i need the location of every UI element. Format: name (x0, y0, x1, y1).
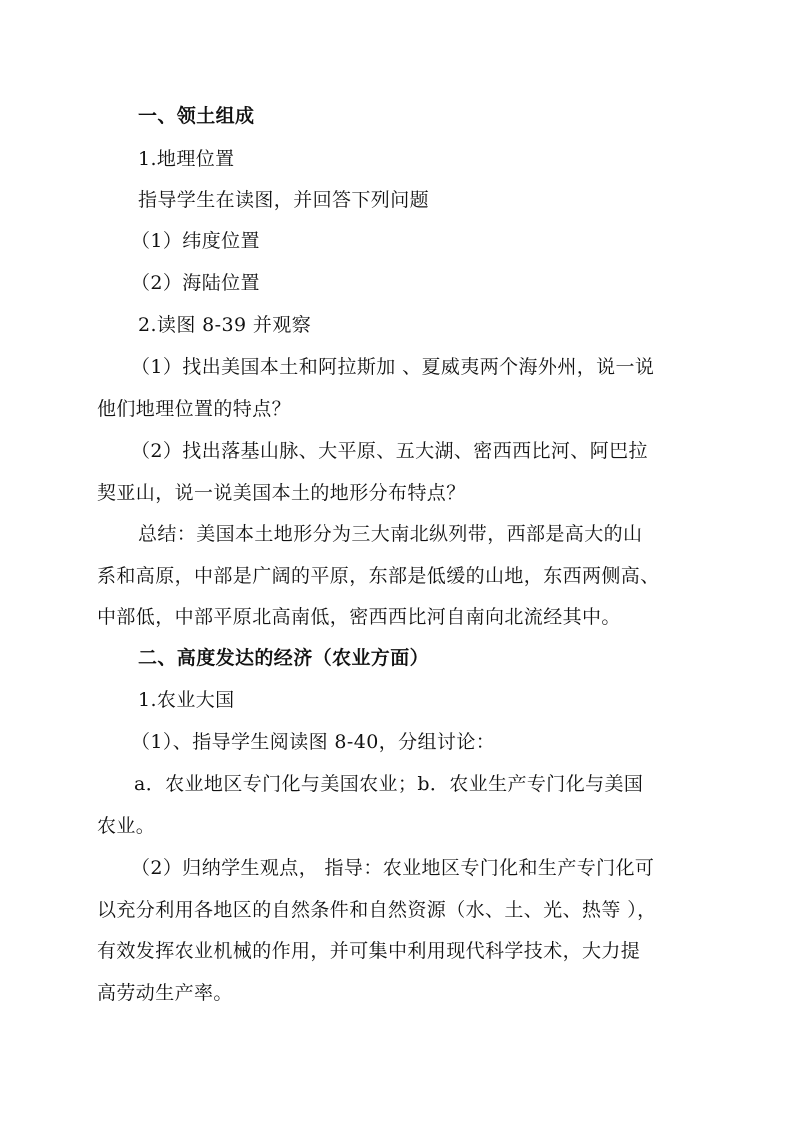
section-heading-territory: 一、领土组成 (138, 105, 255, 127)
paragraph-line: （1）找出美国本土和阿拉斯加 、夏威夷两个海外州，说一说 (131, 356, 655, 378)
paragraph-line: 指导学生在读图，并回答下列问题 (138, 189, 430, 211)
list-item-land-sea: （2）海陆位置 (131, 272, 260, 294)
subheading-geographic-location: 1.地理位置 (138, 148, 235, 170)
list-item-latitude: （1）纬度位置 (131, 230, 260, 252)
subheading-read-map: 2.读图 8-39 并观察 (138, 314, 312, 336)
paragraph-line: （1）、指导学生阅读图 8-40，分组讨论： (131, 731, 496, 753)
paragraph-line: 农业。 (97, 815, 156, 837)
paragraph-line: 高劳动生产率。 (97, 982, 233, 1004)
summary-line: 系和高原，中部是广阔的平原，东部是低缓的山地，东西两侧高、 (97, 565, 660, 587)
paragraph-line: a．农业地区专门化与美国农业；b．农业生产专门化与美国 (134, 773, 644, 795)
paragraph-line: 他们地理位置的特点？ (97, 398, 292, 420)
summary-line: 总结：美国本土地形分为三大南北纵列带，西部是高大的山 (138, 523, 643, 545)
paragraph-line: 契亚山，说一说美国本土的地形分布特点？ (97, 482, 466, 504)
paragraph-line: （2）找出落基山脉、大平原、五大湖、密西西比河、阿巴拉 (131, 440, 648, 462)
section-heading-economy: 二、高度发达的经济（农业方面） (138, 647, 430, 669)
paragraph-line: 以充分利用各地区的自然条件和自然资源（水、土、光、热等 ）， (97, 899, 657, 921)
subheading-agriculture: 1.农业大国 (138, 689, 235, 711)
paragraph-line: 有效发挥农业机械的作用，并可集中利用现代科学技术，大力提 (97, 940, 641, 962)
summary-line: 中部低，中部平原北高南低，密西西比河自南向北流经其中。 (97, 606, 621, 628)
paragraph-line: （2）归纳学生观点， 指导：农业地区专门化和生产专门化可 (131, 857, 655, 879)
